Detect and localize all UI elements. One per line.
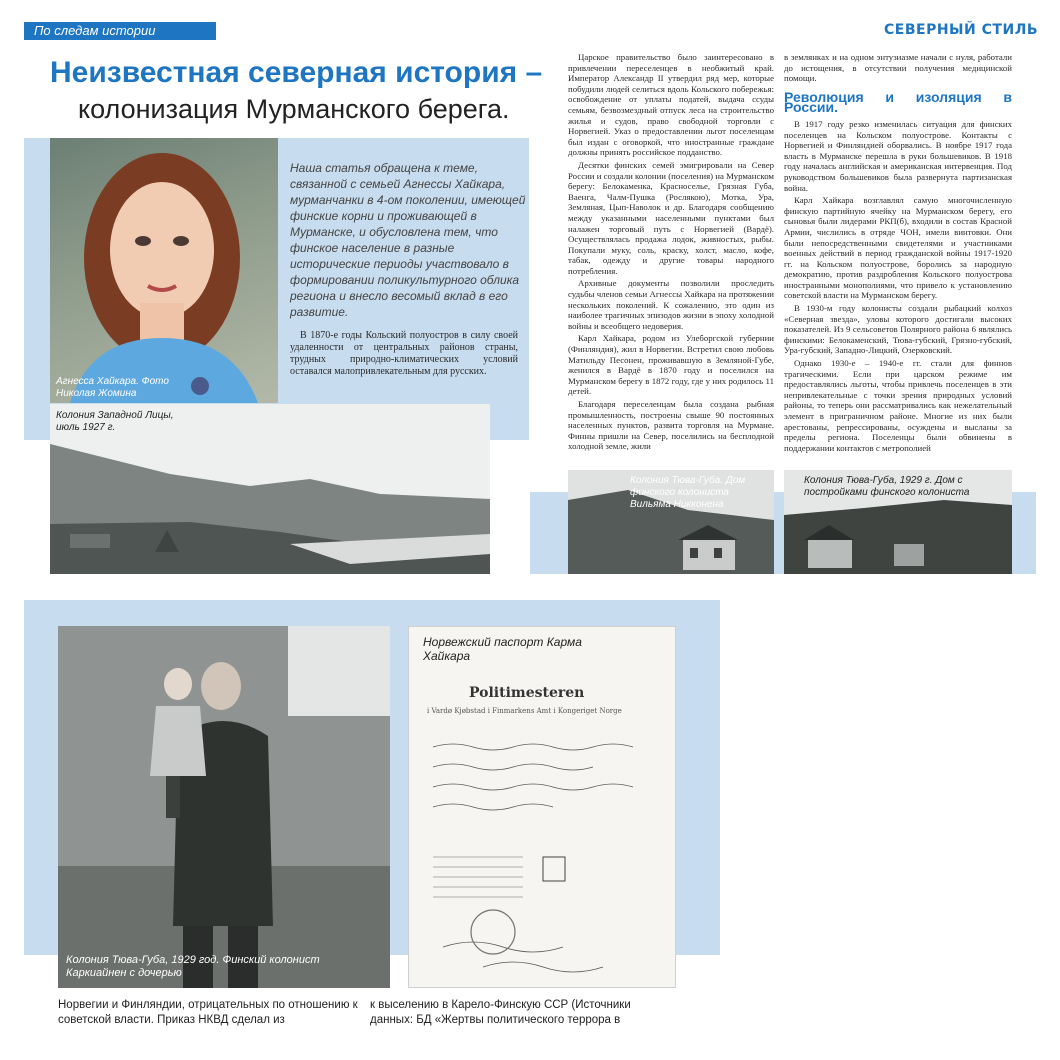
photo-tyuva-caption: Колония Тюва-Губа, 1929 г. Дом с постройками финского колониста	[804, 475, 970, 498]
right-paragraph: В 1930-м году колонисты создали рыбацкий колхоз «Северная звезда», уловы которого достигали высоких показателей. Из 9 сельсоветов Полярного района 6 являлись финскими: Белокаменский, Тюва-губский, Грязно-губский, Ура-губский, Западно-Лицкий, Озерковский.	[784, 303, 1012, 356]
section-tag: По следам истории	[24, 22, 216, 40]
photo-father-caption: Колония Тюва-Губа, 1929 год. Финский колонист Каркиайнен с дочерью	[66, 954, 320, 979]
section-heading-revolution: Революция и изоляция в России.	[784, 88, 1012, 116]
article-column-right	[784, 52, 1012, 455]
photo-tyuva-house	[784, 470, 1012, 574]
right-paragraph: Однако 1930-е – 1940-е гг. стали для финнов трагическими. Если при царском режиме им предоставлялись льготы, чтобы привлечь поселенцев в эти непривлекательные с точки зрения природных условий районы, то теперь они рассматривались как нежелательный элемент в приграничном районе. Многие из них были арестованы, репрессированы, осуждены и высланы за пределы региона. Поселенцы были обвинены в поддержании контактов с метрополией	[784, 358, 1012, 453]
article-title: Неизвестная северная история –	[50, 56, 543, 89]
article-column-middle	[568, 52, 774, 454]
photo-zapadnaya-litsa	[50, 404, 490, 574]
photo-father-daughter	[58, 626, 390, 988]
middle-paragraph: Царское правительство было заинтересовано в привлечении переселенцев в необжитый край. Император Александр II утвердил ряд мер, которые побудили людей селиться вдоль Кольского побережья: освобождение от уплаты податей, выдача ссуды семьям, безвозмездный отпуск леса на строительство жилья и судов, право свободной торговли с Норвегией. Указ о предоставлении льгот поселенцам был издан с оговоркой, что иностранные граждане должны принять российское подданство.	[568, 52, 774, 158]
handwriting-illustration	[423, 727, 663, 977]
bottom-text-right: к выселению в Карело-Финскую ССР (Источники данных: БД «Жертвы политического террора в	[370, 999, 631, 1026]
portrait-caption: Агнесса Хайкара. Фото Николая Жомина	[56, 376, 169, 399]
photo-litsa-caption: Колония Западной Лицы, июль 1927 г.	[56, 410, 174, 433]
bottom-text-left: Норвегии и Финляндии, отрицательных по отношению к советской власти. Приказ НКВД сделал из	[58, 999, 358, 1026]
norwegian-passport-scan	[408, 626, 676, 988]
middle-paragraph: Карл Хайкара, родом из Улеборгской губернии (Финляндия), жил в Норвегии. Встретил свою любовь Матильду Песонен, проживавшую в Земляной-Губе, женился в Вардё в 1870 году и поселился на Мурманском берегу в 1872 году, где у них родилось 11 детей.	[568, 333, 774, 397]
right-paragraph: Карл Хайкара возглавлял самую многочисленную финскую партийную ячейку на Мурманском берегу, его сыновья были лидерами РКП(б), входили в состав Красной Армии, числились в отряде ЧОН, имели винтовки. Они были непосредственными свидетелями и участниками военных действий в период гражданской войны 1917-1920 гг. на Кольском полуострове, боролись за народную демократию, против раздробления Кольского полуострова иностранными монополиями, что привело к установлению советской власти на Мурманском берегу.	[784, 195, 1012, 301]
passport-doc-title: Politimesteren	[469, 685, 585, 701]
middle-paragraph: Архивные документы позволили проследить судьбы членов семьи Агнессы Хайкара на протяжении нескольких поколений. К сожалению, это один из наиболее трагичных эпизодов жизни в эпоху холодной войны и всеобщего недоверия.	[568, 278, 774, 331]
family-photo-illustration	[58, 626, 390, 988]
right-paragraph: В 1917 году резко изменилась ситуация для финских поселенцев на Кольском полуострове. Контакты с Норвегией и Финляндией оборвались. В ноябре 1917 года власть в Мурманске перешла в руки большевиков. В 1918 году началась английская и американская интервенция. Под руководством большевиков была развернута партизанская война.	[784, 118, 1012, 193]
passport-doc-sub: i Vardø Kjøbstad i Finmarkens Amt i Kongeriget Norge	[427, 707, 622, 715]
magazine-logo: СЕВЕРНЫЙ СТИЛЬ	[884, 22, 1038, 38]
photo-nikkonen-caption: Колония Тюва-Губа. Дом финского колониста Вильяма Никконена	[630, 475, 746, 510]
passport-caption: Норвежский паспорт Карма Хайкара	[423, 635, 582, 663]
portrait-illustration	[50, 138, 278, 403]
right-top-text: в землянках и на одном энтузиазме начали с нуля, работали до истощения, в отсутствии получения медицинской помощи.	[784, 52, 1012, 84]
lead-paragraph	[290, 330, 518, 380]
lead-paragraph-text: В 1870-е годы Кольский полуостров в силу своей удаленности от центральных районов страны, трудных природно-климатических условий оставался малопривлекательным для русских.	[290, 330, 518, 377]
intro-text: Наша статья обращена к теме, связанной с семьей Агнессы Хайкара, мурманчанки в 4-ом поколении, имеющей финские корни и проживающей в Мурманске, и обусловлена тем, что финское население в разные исторические периоды участвовало в формировании поликультурного облика региона и внесло весомый вклад в его развитие.	[290, 161, 526, 319]
photo-nikkonen-house	[568, 470, 774, 574]
middle-paragraph: Благодаря переселенцам была создана рыбная промышленность, построены свыше 90 постоянных населенных пунктов, развита торговля на Мурмане. Финны пришли на Север, поселились на бесплодной холодной земле, жили	[568, 399, 774, 452]
portrait-photo	[50, 138, 278, 403]
middle-paragraph: Десятки финских семей эмигрировали на Север России и создали колонии (поселения) на Мурманском берегу: Белокаменка, Красноселье, Грязная Губа, Ваенга, Чалм-Пушка (Рослякою), Мотка, Ура, Земляная, Цып-Наволок и др. Благодаря сообщению между указанными населенными пунктами был налажен торговый путь с Норвегией (Вардё). Осуществлялась продажа лодок, живностых, рыбы. Покупали муку, соль, краску, холст, масло, кофе, табак, одежду и другие товары народного потребления.	[568, 159, 774, 276]
article-subtitle: колонизация Мурманского берега.	[78, 94, 510, 124]
